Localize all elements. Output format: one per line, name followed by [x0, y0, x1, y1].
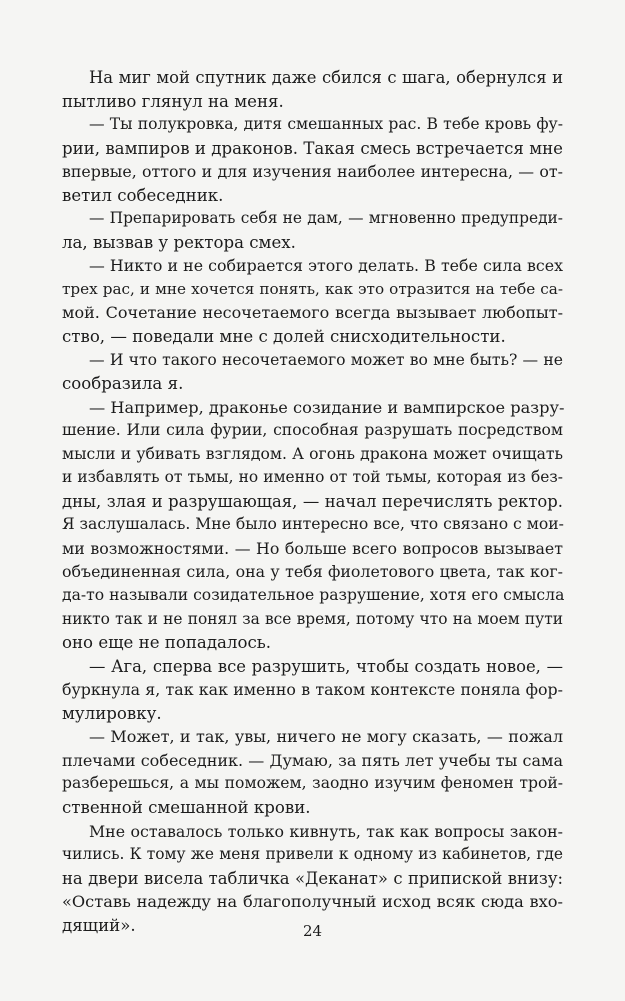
- text-line: Я заслушалась. Мне было интересно все, что связано с мои-: [62, 515, 564, 534]
- text-line: чились. К тому же меня привели к одному из кабинетов, где: [62, 845, 563, 864]
- text-line: пытливо глянул на меня.: [62, 91, 284, 111]
- text-line: оно еще не попадалось.: [62, 633, 272, 653]
- text-line: никто так и не понял за все время, потому что на моем пути: [62, 609, 563, 628]
- text-line: мысли и убивать взглядом. А огонь дракона может очищать: [62, 444, 563, 463]
- text-line: объединенная сила, она у тебя фиолетового цвета, так ког-: [62, 562, 563, 582]
- text-line: — И что такого несочетаемого может во мне быть? — не: [89, 350, 563, 369]
- text-line: ство, — поведали мне с долей снисходительности.: [62, 327, 506, 347]
- text-line: — Препарировать себя не дам, — мгновенно предупреди-: [89, 209, 563, 228]
- text-line: трех рас, и мне хочется понять, как это отразится на тебе са-: [62, 279, 563, 298]
- text-line: дны, злая и разрушающая, — начал перечислять ректор.: [62, 491, 563, 511]
- text-line: ми возможностями. — Но больше всего вопросов вызывает: [62, 538, 563, 558]
- text-line: ветил собеседник.: [62, 185, 224, 205]
- text-line: мой. Сочетание несочетаемого всегда вызывает любопыт-: [62, 303, 563, 323]
- text-line: — Ага, сперва все разрушить, чтобы создать новое, —: [89, 656, 563, 676]
- text-line: ла, вызвав у ректора смех.: [62, 232, 296, 252]
- text-line: впервые, оттого и для изучения наиболее интересна, — от-: [62, 162, 563, 182]
- text-line: разберешься, а мы поможем, заодно изучим феномен трой-: [62, 774, 563, 793]
- text-line: Мне оставалось только кивнуть, так как вопросы закон-: [89, 821, 563, 841]
- text-line: и избавлять от тьмы, но именно от той тьмы, которая из без-: [62, 468, 563, 487]
- text-line: На миг мой спутник даже сбился с шага, обернулся и: [89, 68, 563, 87]
- text-line: — Может, и так, увы, ничего не могу сказать, — пожал: [89, 727, 563, 747]
- text-line: дящий».: [62, 915, 136, 935]
- text-line: ственной смешанной крови.: [62, 797, 311, 817]
- page-text: [62, 66, 563, 937]
- page-number: 24: [302, 922, 323, 940]
- text-line: на двери висела табличка «Деканат» с припиской внизу:: [62, 868, 563, 888]
- text-line: — Например, драконье созидание и вампирское разру-: [89, 397, 565, 417]
- text-line: — Ты полукровка, дитя смешанных рас. В тебе кровь фу-: [89, 115, 563, 134]
- text-line: да-то называли созидательное разрушение, хотя его смысла: [62, 586, 565, 605]
- text-line: буркнула я, так как именно в таком контексте поняла фор-: [62, 680, 563, 700]
- text-line: плечами собеседник. — Думаю, за пять лет учебы ты сама: [62, 750, 563, 770]
- text-line: — Никто и не собирается этого делать. В тебе сила всех: [89, 256, 563, 276]
- text-line: сообразила я.: [62, 374, 184, 394]
- text-line: шение. Или сила фурии, способная разрушать посредством: [62, 421, 563, 440]
- text-line: «Оставь надежду на благополучный исход всяк сюда вхо-: [62, 892, 563, 912]
- text-line: мулировку.: [62, 703, 162, 723]
- text-line: рии, вампиров и драконов. Такая смесь встречается мне: [62, 138, 563, 158]
